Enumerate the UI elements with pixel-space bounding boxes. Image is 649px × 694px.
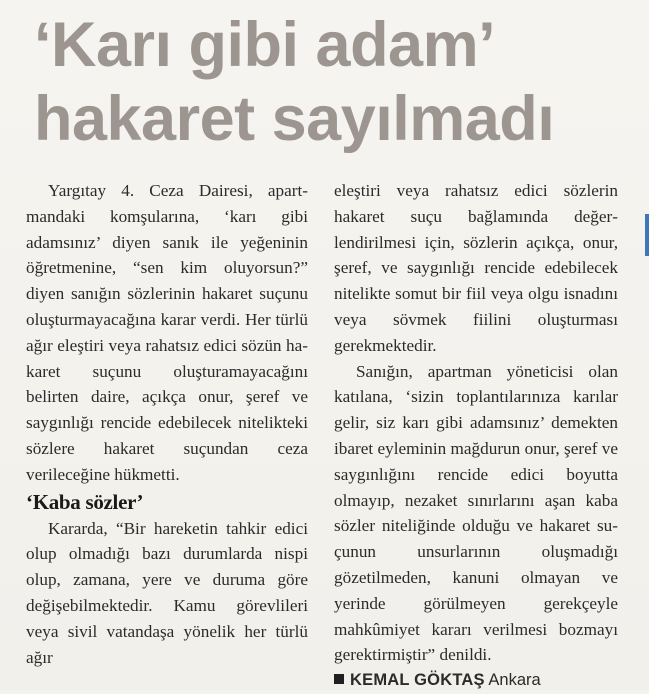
byline-square-icon — [334, 674, 344, 684]
headline-line-1: ‘Karı gibi adam’ — [34, 10, 496, 80]
headline-line-2: hakaret sayılmadı — [34, 84, 555, 154]
body-paragraph: Yargıtay 4. Ceza Dairesi, apartmandaki komşularına, ‘karı gibi adamsınız’ diyen sanık ile yeğeninin öğretmenine, “sen kim oluyorsun?” diyen sanığın sözlerinin hakaret suçunu oluşturmayacağına karar verdi. Her türlü ağır eleştiri veya rahatsız edici sözün hakaret suçunu oluşturamayacağını belirten daire, açıkça onur, şeref ve saygınlığı rencide edebilecek nitelikteki sözlere hakaret suçundan ceza verileceğine hükmetti. — [26, 181, 308, 484]
body-paragraph: Kararda, “Bir hareketin tahkir edici olup olmadığı bazı durumlarda nispi olup, zamana, yere ve duruma göre değişebilmektedir. Kamu görevlileri veya sivil vatandaşa yönelik her türlü ağır — [26, 518, 308, 667]
body-paragraph: eleştiri veya rahatsız edici sözlerin hakaret suçu bağlamında değerlendirilmesi için, sözlerin açıkça, onur, şeref, ve saygınlığı rencide edebilecek nitelikte somut bir fiil veya olgu isnadını veya sövmek fiilini oluşturması gerekmektedir. — [334, 181, 618, 355]
body-paragraph: Sanığın, apartman yöneticisi olan katılana, ‘sizin toplantılarınıza karılar gelir, siz karı gibi adamsınız’ demekten ibaret eyleminin mağdurun onur, şeref ve saygınlığını rencide edici boyutta olmayıp, nezaket sınırlarını aşan kaba sözler niteliğinde olduğu ve hakaret suçunun unsurlarının oluşmadığı gözetilmeden, kanuni olmayan ve yerinde görülmeyen gerekçeyle mahkûmiyet kararı verilmesi bozmayı gerektirmiştir” denildi. — [334, 361, 618, 665]
article-headline — [34, 8, 634, 156]
left-column — [26, 178, 308, 670]
byline — [334, 668, 618, 694]
right-column — [334, 178, 618, 694]
section-subhead: ‘Kaba sözler’ — [26, 489, 144, 514]
page-edge-color-mark — [645, 214, 649, 256]
author-name: KEMAL GÖKTAŞ — [350, 671, 485, 690]
author-location: Ankara — [488, 671, 541, 690]
